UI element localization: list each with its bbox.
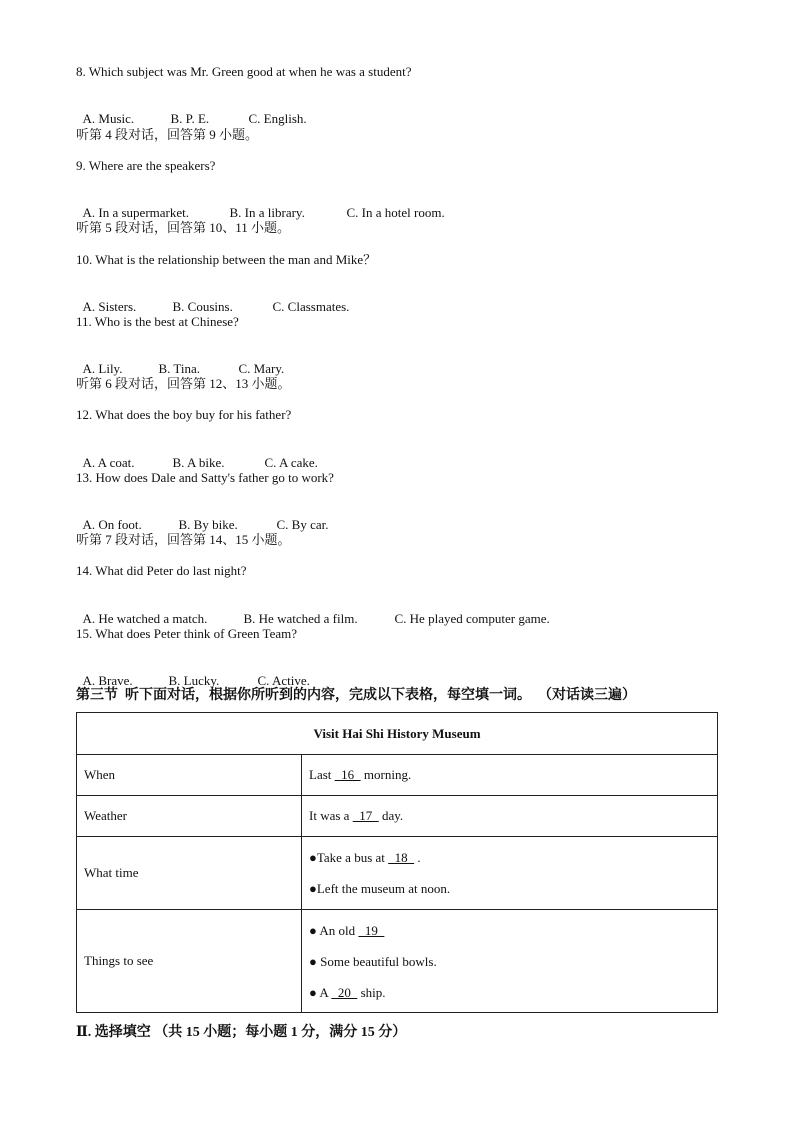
table-row (77, 796, 718, 837)
options-9 (76, 189, 445, 221)
part-2-heading: Ⅱ. 选择填空 （共 15 小题；每小题 1 分，满分 15 分） (76, 1025, 407, 1040)
table-row (77, 755, 718, 796)
option-b: B. Cousins. (172, 299, 233, 314)
options-11 (76, 345, 284, 377)
museum-visit-table (76, 712, 718, 1013)
option-a: A. Sisters. (82, 299, 137, 314)
question-14: 14. What did Peter do last night? (76, 563, 247, 578)
option-c: C. He played computer game. (394, 611, 550, 626)
option-b: B. He watched a film. (243, 611, 358, 626)
options-14 (76, 595, 550, 627)
text: ● A (309, 984, 332, 1000)
text: ship. (357, 984, 386, 1000)
option-c: C. Classmates. (272, 299, 350, 314)
option-a: A. On foot. (82, 517, 142, 532)
question-10: 10. What is the relationship between the man and Mike？ (76, 252, 377, 267)
options-12 (76, 439, 318, 471)
text: ● An old (309, 922, 359, 938)
bullet-item (309, 842, 710, 873)
option-b: B. A bike. (172, 455, 225, 470)
bullet-item: ● Some beautiful bowls. (309, 953, 437, 969)
option-b: B. In a library. (229, 205, 305, 220)
option-b: B. By bike. (178, 517, 238, 532)
option-c: C. A cake. (264, 455, 318, 470)
text: It was a (309, 808, 353, 823)
question-9: 9. Where are the speakers? (76, 158, 216, 173)
section-3-heading: 第三节 听下面对话，根据你所听到的内容，完成以下表格，每空填一词。 （对话读三遍） (76, 688, 636, 703)
option-c: C. English. (248, 111, 307, 126)
question-13: 13. How does Dale and Satty's father go to work? (76, 470, 334, 485)
text: day. (378, 808, 404, 823)
bullet-item (309, 915, 710, 946)
option-c: C. Mary. (238, 361, 285, 376)
option-a: A. In a supermarket. (82, 205, 189, 220)
text: ●Take a bus at (309, 850, 389, 865)
table-row (77, 910, 718, 1013)
option-a: A. Brave. (82, 673, 133, 688)
instruction-dialog-5: 听第 5 段对话，回答第 10、11 小题。 (76, 220, 291, 235)
option-a: A. Lily. (82, 361, 123, 376)
row-value-things (302, 910, 718, 1013)
blank-16: 16 (334, 767, 361, 782)
bullet-item: ●Left the museum at noon. (309, 881, 451, 896)
option-c: C. By car. (276, 517, 329, 532)
option-c: C. In a hotel room. (346, 205, 445, 220)
instruction-dialog-7: 听第 7 段对话，回答第 14、15 小题。 (76, 532, 291, 547)
table-row (77, 837, 718, 910)
row-value-weather (302, 796, 718, 837)
blank-17: 17 (352, 808, 379, 823)
option-b: B. Lucky. (168, 673, 220, 688)
instruction-dialog-6: 听第 6 段对话，回答第 12、13 小题。 (76, 376, 291, 391)
question-11: 11. Who is the best at Chinese? (76, 314, 239, 329)
text: morning. (360, 767, 412, 782)
table-title: Visit Hai Shi History Museum (77, 713, 718, 755)
option-a: A. Music. (82, 111, 135, 126)
row-label-when: When (77, 755, 302, 796)
question-15: 15. What does Peter think of Green Team? (76, 626, 297, 641)
row-value-when (302, 755, 718, 796)
option-b: B. Tina. (158, 361, 201, 376)
option-b: B. P. E. (170, 111, 210, 126)
options-10 (76, 283, 349, 315)
row-value-time (302, 837, 718, 910)
bullet-item (309, 977, 710, 1008)
instruction-dialog-4: 听第 4 段对话，回答第 9 小题。 (76, 127, 259, 142)
options-13 (76, 501, 329, 533)
question-8: 8. Which subject was Mr. Green good at when he was a student? (76, 64, 412, 79)
text: Last (309, 767, 335, 782)
question-12: 12. What does the boy buy for his father? (76, 407, 292, 422)
option-c: C. Active. (257, 673, 310, 688)
blank-19: 19 (358, 922, 385, 938)
text: . (414, 850, 421, 865)
row-label-things: Things to see (77, 910, 302, 1013)
options-8 (76, 95, 307, 127)
option-a: A. He watched a match. (82, 611, 208, 626)
options-15 (76, 657, 310, 689)
blank-18: 18 (388, 850, 415, 865)
row-label-time: What time (77, 837, 302, 910)
table-row (77, 713, 718, 755)
row-label-weather: Weather (77, 796, 302, 837)
option-a: A. A coat. (82, 455, 135, 470)
blank-20: 20 (331, 984, 358, 1000)
